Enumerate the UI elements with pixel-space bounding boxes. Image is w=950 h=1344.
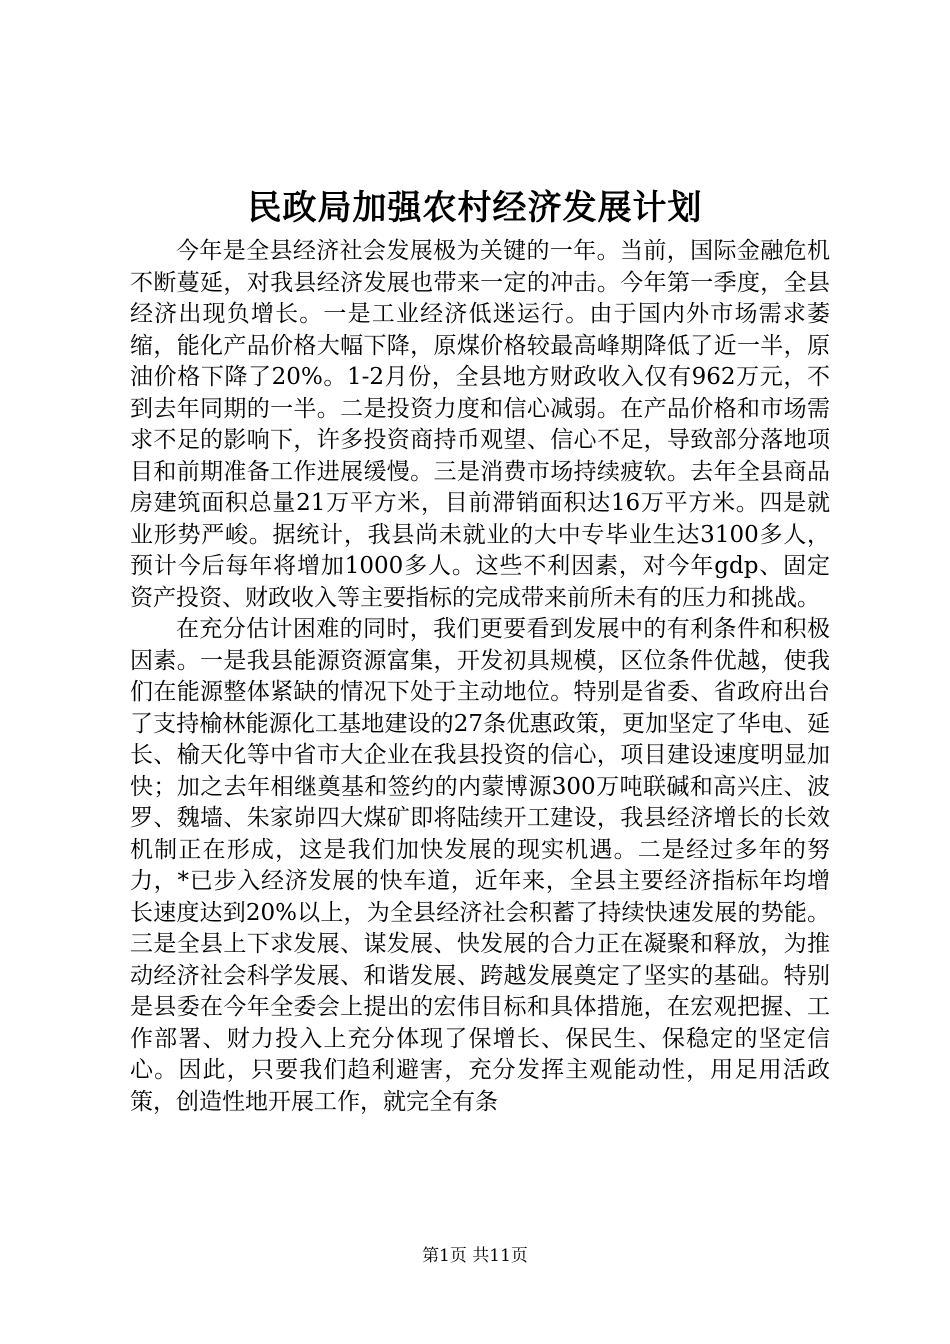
paragraph-1: 今年是全县经济社会发展极为关键的一年。当前，国际金融危机不断蔓延，对我县经济发展也带来一定的冲击。今年第一季度，全县经济出现负增长。一是工业经济低迷运行。由于国内外市场需求萎缩，能化产品价格大幅下降，原煤价格较最高峰期降低了近一半，原油价格下降了20%。1-2月份，全县地方财政收入仅有962万元，不到去年同期的一半。二是投资力度和信心减弱。在产品价格和市场需求不足的影响下，许多投资商持币观望、信心不足，导致部分落地项目和前期准备工作进展缓慢。三是消费市场持续疲软。去年全县商品房建筑面积总量21万平方米，目前滞销面积达16万平方米。四是就业形势严峻。据统计，我县尚未就业的大中专毕业生达3100多人，预计今后每年将增加1000多人。这些不利因素，对今年gdp、固定资产投资、财政收入等主要指标的完成带来前所未有的压力和挑战。 xyxy=(130,238,830,611)
page-footer: 第1页 共11页 xyxy=(422,1246,528,1266)
document-body xyxy=(130,236,830,1118)
paragraph-2: 在充分估计困难的同时，我们更要看到发展中的有利条件和积极因素。一是我县能源资源富集，开发初具规模，区位条件优越，使我们在能源整体紧缺的情况下处于主动地位。特别是省委、省政府出台了支持榆林能源化工基地建设的27条优惠政策，更加坚定了华电、延长、榆天化等中省市大企业在我县投资的信心，项目建设速度明显加快；加之去年相继奠基和签约的内蒙博源300万吨联碱和高兴庄、波罗、魏墙、朱家峁四大煤矿即将陆续开工建设，我县经济增长的长效机制正在形成，这是我们加快发展的现实机遇。二是经过多年的努力，*已步入经济发展的快车道，近年来，全县主要经济指标年均增长速度达到20%以上，为全县经济社会积蓄了持续快速发展的势能。三是全县上下求发展、谋发展、快发展的合力正在凝聚和释放，为推动经济社会科学发展、和谐发展、跨越发展奠定了坚实的基础。特别是县委在今年全委会上提出的宏伟目标和具体措施，在宏观把握、工作部署、财力投入上充分体现了保增长、保民生、保稳定的坚定信心。因此，只要我们趋利避害，充分发挥主观能动性，用足用活政策，创造性地开展工作，就完全有条 xyxy=(130,616,830,1115)
document-title: 民政局加强农村经济发展计划 xyxy=(247,188,703,228)
